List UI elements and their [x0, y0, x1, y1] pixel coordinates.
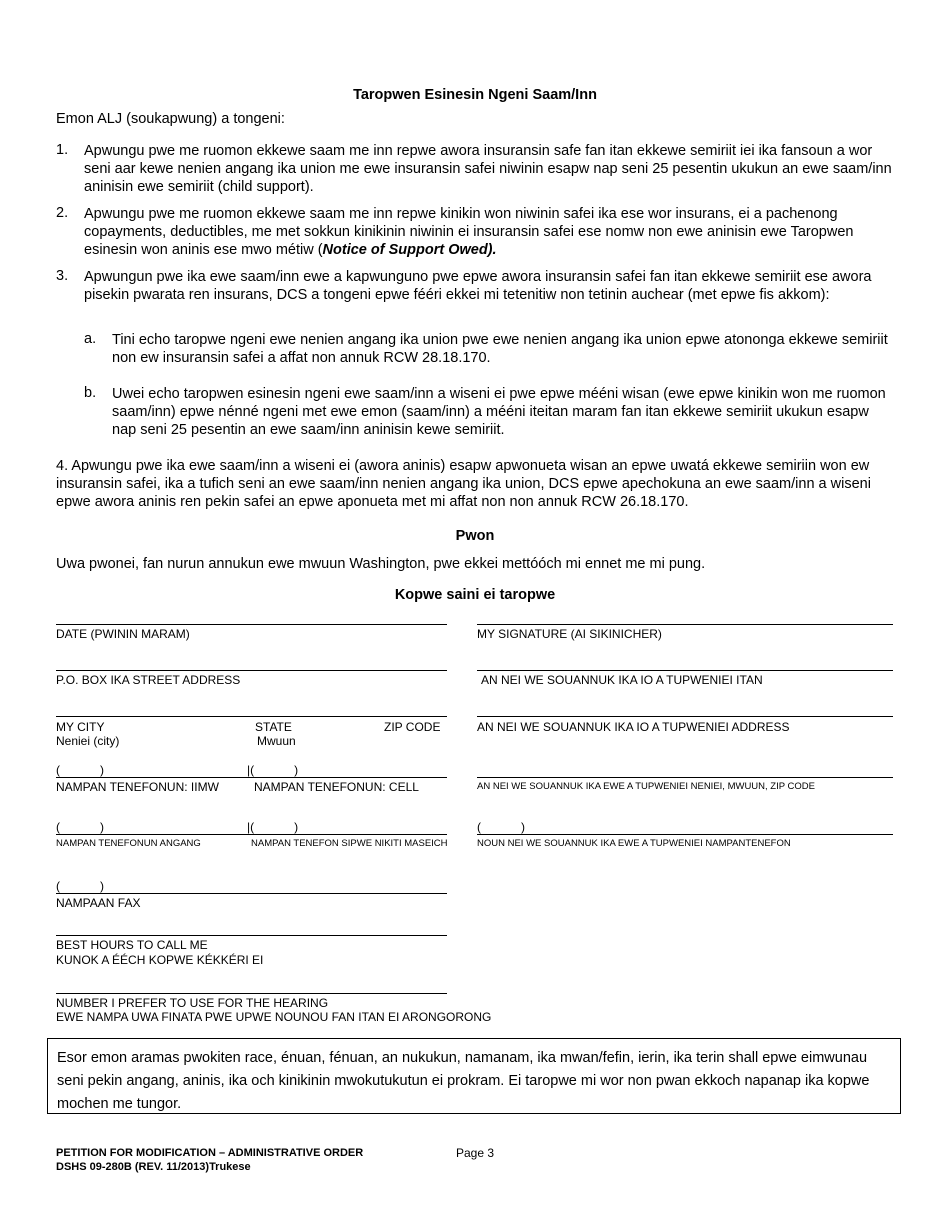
rep-phone-label: NOUN NEI WE SOUANNUK IKA EWE A TUPWENIEI NAMPANTENEFON — [477, 838, 791, 849]
signature-label: MY SIGNATURE (AI SIKINICHER) — [477, 627, 662, 641]
phone-home-label: NAMPAN TENEFONUN: IIMW — [56, 780, 219, 794]
best-hours-line[interactable] — [56, 935, 447, 936]
item-1-number: 1. — [56, 142, 69, 158]
rep-phone-line[interactable] — [477, 834, 893, 835]
item-1-text: Apwungu pwe me ruomon ekkewe saam me inn repwe awora insuransin safe fan itan ekkewe semiriit iei ika fansoun a wor seni aar kewe nenien angang ika union me ewe insuransin safei niwinin esapw nap seni 25 pesentin ukukun an ewe saam/inn aninisin ewe semiriit (child support). — [84, 143, 892, 195]
city-state-zip-line[interactable] — [56, 716, 447, 717]
fax-label: NAMPAAN FAX — [56, 896, 141, 910]
date-line[interactable] — [56, 624, 447, 625]
city-sublabel: Neniei (city) — [56, 734, 120, 748]
city-label: MY CITY — [56, 720, 105, 734]
subitem-a-number: a. — [84, 331, 97, 347]
nondiscrimination-notice — [47, 1038, 901, 1114]
page-number: Page 3 — [456, 1146, 495, 1160]
rep-name-label: AN NEI WE SOUANNUK IKA IO A TUPWENIEI ITAN — [481, 673, 763, 687]
fax-area-code: ( ) — [56, 879, 104, 893]
rep-name-line[interactable] — [477, 670, 893, 671]
subitem-b-text: Uwei echo taropwen esinesin ngeni ewe saam/inn a wiseni ei pwe epwe mééni wisan (ewe epwe kinikin won me ruomon saam/inn) epwe nénné ngeni met ewe emon (saam/inn) a mééni iteitan maram fan itan ekkewe semiriit ukukun esapw nap seni 25 pesentin an ewe saam/inn aninisin kewe semiriit. — [112, 386, 886, 438]
pwon-heading: Pwon — [455, 528, 495, 544]
zip-label: ZIP CODE — [384, 720, 441, 734]
best-hours-label: BEST HOURS TO CALL ME — [56, 938, 208, 952]
form-title: PETITION FOR MODIFICATION – ADMINISTRATIVE ORDER — [56, 1147, 364, 1159]
phone-home-area-code: ( ) — [56, 763, 104, 777]
phone-work-area-code: ( ) — [56, 820, 104, 834]
signature-line[interactable] — [477, 624, 893, 625]
rep-address-label: AN NEI WE SOUANNUK IKA IO A TUPWENIEI ADDRESS — [477, 720, 790, 734]
phone-msg-area-code: |( ) — [247, 820, 299, 834]
item-2-text — [84, 205, 896, 259]
hearing-number-sublabel: EWE NAMPA UWA FINATA PWE UPWE NOUNOU FAN ITAN EI ARONGORONG — [56, 1010, 492, 1024]
date-label: DATE (PWININ MARAM) — [56, 627, 190, 641]
item-2-emphasis: Notice of Support Owed). — [322, 242, 497, 258]
phone-cell-label: NAMPAN TENEFONUN: CELL — [254, 780, 419, 794]
phone-work-label: NAMPAN TENEFONUN ANGANG — [56, 838, 201, 849]
item-3-number: 3. — [56, 268, 69, 284]
best-hours-sublabel: KUNOK A ÉÉCH KOPWE KÉKKÉRI EI — [56, 953, 264, 967]
page-title: Taropwen Esinesin Ngeni Saam/Inn — [353, 87, 597, 103]
item-3-text: Apwungun pwe ika ewe saam/inn ewe a kapwunguno pwe epwe awora insuransin safei fan itan ekkewe semiriit ese awora pisekin pwarata ren insurans, DCS a tongeni epwe fééri ekkei mi tetenitiw non tetinin auchear (met epwe fis akkom): — [84, 269, 872, 303]
fax-line[interactable] — [56, 893, 447, 894]
phone-cell-area-code: |( ) — [247, 763, 299, 777]
form-id: DSHS 09-280B (REV. 11/2013)Trukese — [56, 1161, 251, 1173]
item-4-text: 4. Apwungu pwe ika ewe saam/inn a wiseni ei (awora aninis) esapw apwonueta wisan an epwe uwatá ekkewe semiriin won ew insuransin safei, ika a tufich seni an ewe saam/inn nenien angang ika union, DCS epwe apechokuna an ewe saam/inn a wiseni epwe awora aninis ren pekin safei an epwe aponueta met mi affat non non annuk RCW 26.18.170. — [56, 458, 871, 510]
street-label: P.O. BOX IKA STREET ADDRESS — [56, 673, 241, 687]
rep-city-line[interactable] — [477, 777, 893, 778]
subitem-b-number: b. — [84, 385, 97, 401]
state-label: STATE — [255, 720, 292, 734]
intro-text: Emon ALJ (soukapwung) a tongeni: — [56, 111, 285, 127]
pwon-text: Uwa pwonei, fan nurun annukun ewe mwuun Washington, pwe ekkei mettóóch mi ennet me mi pung. — [56, 556, 706, 572]
rep-phone-area-code: ( ) — [477, 820, 525, 834]
hearing-number-label: NUMBER I PREFER TO USE FOR THE HEARING — [56, 996, 329, 1010]
phone-msg-label: NAMPAN TENEFON SIPWE NIKITI MASEICH — [251, 838, 448, 849]
item-2-number: 2. — [56, 205, 69, 221]
subitem-a-text: Tini echo taropwe ngeni ewe nenien angang ika union pwe ewe nenien angang ika union epwe atononga ekkewe semiriit non ew insuransin safei a affat non annuk RCW 28.18.170. — [112, 332, 888, 366]
sign-heading: Kopwe saini ei taropwe — [394, 587, 556, 603]
notice-text: Esor emon aramas pwokiten race, énuan, fénuan, an nukukun, namanam, ika mwan/fefin, ierin, ika terin shall epwe eimwunau seni pekin angang, aninis, ika och kinikinin mwokutukutun ei prokram. Ei taropwe mi wor non pwan ekkoch napanap ika kopwe mochen me tungor. — [57, 1050, 870, 1112]
street-line[interactable] — [56, 670, 447, 671]
hearing-number-line[interactable] — [56, 993, 447, 994]
phone-work-line[interactable] — [56, 834, 447, 835]
rep-address-line[interactable] — [477, 716, 893, 717]
state-sublabel: Mwuun — [257, 734, 296, 748]
item-2-body: Apwungu pwe me ruomon ekkewe saam me inn repwe kinikin won niwinin safei ika ese wor insurans, ei a pachenong copayments, deductibles, me met sokkun kinikinin niwinin ei insuransin safei ese nomw non ewe aninisin ewe Taropwen esinesin won aninis ese mwo métiw ( — [84, 206, 854, 258]
phone-line[interactable] — [56, 777, 447, 778]
rep-city-label: AN NEI WE SOUANNUK IKA EWE A TUPWENIEI NENIEI, MWUUN, ZIP CODE — [477, 781, 816, 792]
